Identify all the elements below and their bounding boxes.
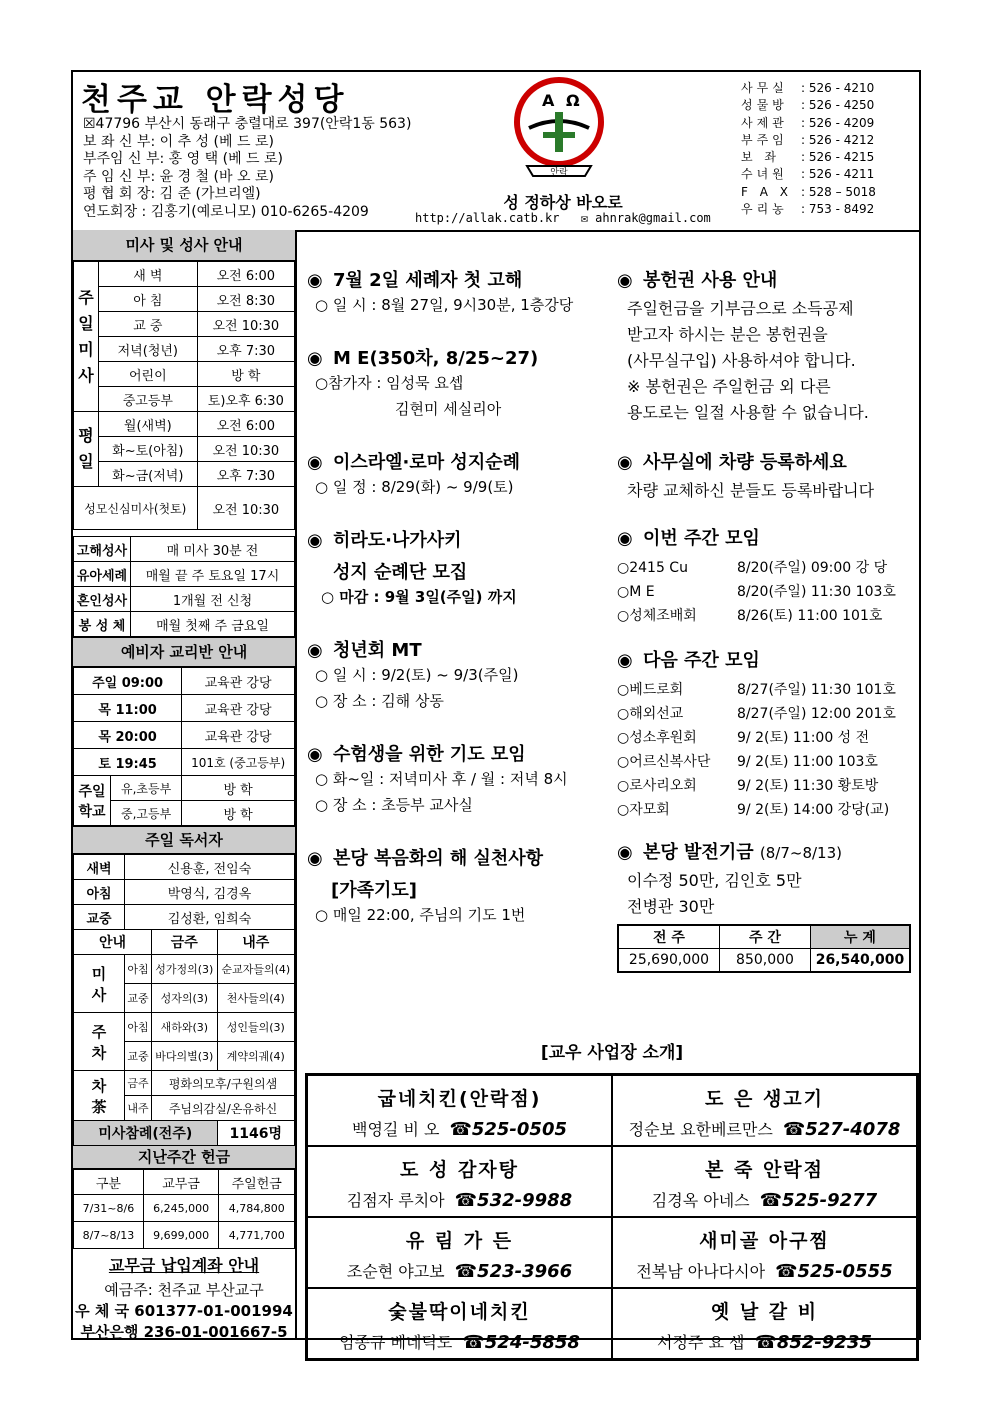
school-dept: 유,초등부 [111, 776, 182, 801]
sacrament-info: 매월 끝 주 토요일 17시 [131, 562, 295, 587]
patron-saint: 성 정하상 바오로 [503, 193, 623, 212]
business-name: 본 죽 안락점 [705, 1159, 824, 1181]
bullet-icon: ◉ [617, 452, 633, 473]
business-owner: 김점자 루치아 [346, 1191, 445, 1210]
phone-row: 성물방 : 526 - 4250 [741, 98, 875, 113]
business-card [612, 1288, 917, 1359]
catechumen-title: 예비자 교리반 안내 [73, 637, 295, 667]
school-dept: 중,고등부 [111, 801, 182, 826]
business-owner: 백영길 비 오 [351, 1120, 440, 1139]
notice-title: 본당 발전기금 [643, 842, 754, 863]
mass-time: 방 학 [197, 362, 294, 387]
mass-time: 오전 10:30 [197, 487, 294, 530]
group-name: ○자모회 [617, 802, 670, 818]
sunday-mass-table [73, 261, 295, 530]
business-card [612, 1217, 917, 1288]
notice [307, 526, 607, 610]
class-place: 101호 (중고등부) [182, 749, 295, 776]
class-time: 목 20:00 [74, 722, 182, 749]
notice-title: M E(350차, 8/25~27) [333, 348, 539, 369]
weekday-label: 평 일 [74, 412, 99, 487]
left-column [73, 230, 297, 1341]
mass-name: 중고등부 [99, 387, 198, 412]
notice-line: ○ 장 소 : 김해 상동 [315, 692, 444, 710]
svg-text:Ω: Ω [566, 91, 580, 110]
group-label: 미 사 [74, 955, 125, 1013]
class-place: 교육관 강당 [182, 722, 295, 749]
notice-line: 김현미 세실리아 [395, 400, 502, 418]
staff-line: 연도회장 : 김홍기(예로니모) 010-6265-4209 [83, 203, 369, 220]
business-owner: 전복남 아나다시아 [636, 1262, 766, 1281]
group-label: 차 茶 [74, 1071, 125, 1121]
svg-text:A: A [542, 91, 555, 110]
group-name: 천사들의(4) [217, 984, 294, 1013]
bullet-icon: ◉ [617, 650, 633, 671]
readers-title: 주일 독서자 [73, 826, 295, 854]
notice [307, 448, 607, 500]
group-name: ○베드로회 [617, 682, 684, 698]
notice-title: 사무실에 차량 등록하세요 [643, 452, 847, 473]
group-label: 주 차 [74, 1013, 125, 1071]
business-name: 새미골 아구찜 [699, 1230, 830, 1252]
business-phone: ☎525-0555 [775, 1261, 893, 1282]
group-name: 평화의모후/구원의샘 [152, 1071, 295, 1096]
group-name: ○해외선교 [617, 706, 684, 722]
account-number: 우 체 국 601377-01-001994 [75, 1302, 293, 1320]
notice-voucher [617, 266, 917, 426]
phone-row: 수녀원 : 526 - 4211 [741, 167, 875, 182]
notice-car [617, 448, 917, 504]
header [73, 72, 919, 232]
mass-name: 아 침 [99, 287, 198, 312]
col-head: 구분 [74, 1170, 144, 1195]
col-head: 주 간 [720, 925, 811, 949]
notice-line: ○ 장 소 : 초등부 교사실 [315, 796, 473, 814]
mass-name: 화~금(저녁) [99, 462, 198, 487]
staff-line: 주 임 신 부: 윤 경 철 (바 오 로) [83, 168, 274, 185]
next-week-meetings [617, 646, 917, 822]
mass-name: 저녁(청년) [99, 337, 198, 362]
bullet-icon: ◉ [307, 530, 323, 551]
class-time: 토 19:45 [74, 749, 182, 776]
notice [307, 740, 607, 818]
business-phone: ☎525-0505 [449, 1119, 567, 1140]
business-name: 도 성 감자탕 [400, 1159, 519, 1181]
group-name: 순교자들의(4) [217, 955, 294, 984]
group-name: 주님의감실/온유하신 [152, 1096, 295, 1121]
contact-links [415, 211, 725, 225]
group-name: ○어르신복사단 [617, 754, 711, 770]
mass-time: 오후 7:30 [197, 337, 294, 362]
development-fund [617, 838, 917, 973]
attendance-label: 미사참례(전주) [74, 1121, 218, 1146]
amount: 4,784,800 [219, 1195, 295, 1222]
mass-name: 새 벽 [99, 262, 198, 287]
readers-table [73, 854, 295, 1146]
notice-line: ○ 일 시 : 9/2(토) ~ 9/3(주일) [315, 666, 519, 684]
business-card [307, 1217, 612, 1288]
mass-name: 교 중 [99, 312, 198, 337]
phone-row: 사제관 : 526 - 4209 [741, 115, 875, 130]
notice-line: ○참가자 : 임성묵 요셉 [315, 374, 464, 392]
reader-names: 신용훈, 전임숙 [125, 855, 295, 880]
notice-line: ※ 봉헌권은 주일헌금 외 다른 [627, 377, 831, 396]
business-phone: ☎524-5858 [462, 1332, 580, 1353]
sacrament-name: 혼인성사 [74, 587, 131, 612]
offering-table [73, 1169, 295, 1249]
mass-title: 미사 및 성사 안내 [73, 230, 295, 261]
first-sat-mass: 성모신심미사(첫토) [74, 487, 198, 530]
slot: 내주 [125, 1096, 152, 1121]
account-number: 부산은행 236-01-001667-5 [80, 1323, 288, 1341]
meeting-time: 8/27(주일) 12:00 201호 [737, 706, 896, 722]
mass-name: 어린이 [99, 362, 198, 387]
bullet-icon: ◉ [307, 848, 323, 869]
staff-line: 보 좌 신 부: 이 추 성 (베 드 로) [83, 133, 274, 150]
col-head: 안내 [74, 930, 152, 955]
business-owner: 정순보 요한베르만스 [628, 1120, 773, 1139]
slot: 교중 [125, 1042, 152, 1071]
offering-title: 지난주간 헌금 [73, 1146, 295, 1169]
notice-title: 봉헌권 사용 안내 [643, 270, 778, 291]
business-title: [교우 사업장 소개] [540, 1043, 684, 1063]
church-logo-icon [509, 76, 609, 186]
col-head: 교무금 [143, 1170, 219, 1195]
class-place: 교육관 강당 [182, 695, 295, 722]
bullet-icon: ◉ [307, 270, 323, 291]
group-name: ○성체조배회 [617, 608, 697, 624]
sacrament-info: 매 미사 30분 전 [131, 537, 295, 562]
notice-title: 청년회 MT [333, 640, 422, 661]
notice-line: 차량 교체하신 분들도 등록바랍니다 [627, 481, 875, 500]
business-phone: ☎852-9235 [754, 1332, 872, 1353]
mass-time: 오전 6:00 [197, 262, 294, 287]
donor-line: 이수정 50만, 김인호 5만 [627, 871, 802, 890]
phone-row: 부주임 : 526 - 4212 [741, 132, 875, 147]
mass-time: 오후 7:30 [197, 462, 294, 487]
group-name: ○성소후원회 [617, 730, 697, 746]
attendance-count: 1146명 [217, 1121, 294, 1146]
group-name: 새하와(3) [152, 1013, 218, 1042]
sacrament-info: 1개월 전 신청 [131, 587, 295, 612]
school-label: 주일 학교 [74, 776, 111, 826]
mass-time: 오전 6:00 [197, 412, 294, 437]
group-name: 성자의(3) [152, 984, 218, 1013]
notice-line: ○ 일 시 : 8월 27일, 9시30분, 1층강당 [315, 296, 574, 314]
notice-title: 성지 순례단 모집 [333, 562, 468, 583]
sacrament-table [73, 536, 295, 637]
notice-line: 받고자 하시는 분은 봉헌권을 [627, 325, 828, 344]
phone-row: 사무실 : 526 - 4210 [741, 81, 875, 95]
logo-text: 안락 [550, 168, 568, 178]
notice [307, 636, 607, 714]
group-name: ○M E [617, 584, 655, 600]
account-title: 교무금 납입계좌 안내 [108, 1256, 260, 1275]
phone-row: 우리농 : 753 - 8492 [741, 202, 875, 217]
notice-title: 다음 주간 모임 [643, 650, 760, 671]
group-name: 성인들의(3) [217, 1013, 294, 1042]
notice-title: 본당 복음화의 해 실천사항 [333, 848, 544, 869]
col-head: 누 계 [811, 925, 911, 949]
business-phone: ☎523-3966 [454, 1261, 573, 1282]
col-head: 전 주 [618, 925, 720, 949]
col-head: 주일헌금 [219, 1170, 295, 1195]
group-name: ○로사리오회 [617, 778, 697, 794]
notice-title: 수험생을 위한 기도 모임 [333, 744, 526, 765]
mass-time: 오전 10:30 [197, 437, 294, 462]
business-name: 숯불딱이네치킨 [388, 1301, 531, 1323]
middle-column [307, 230, 607, 928]
business-grid [305, 1073, 919, 1361]
staff-line: 부주임 신 부: 홍 영 택 (베 드 로) [83, 151, 284, 167]
business-card [307, 1146, 612, 1217]
slot: 아침 [125, 1013, 152, 1042]
notice-line: ○ 매일 22:00, 주님의 기도 1번 [315, 906, 526, 924]
bullet-icon: ◉ [617, 528, 633, 549]
notice-line: ○ 화~일 : 저녁미사 후 / 월 : 저녁 8시 [315, 770, 568, 788]
email-link[interactable]: ✉ ahnrak@gmail.com [580, 211, 711, 225]
mass-name: 월(새벽) [99, 412, 198, 437]
notice-title: 히라도·나가사키 [333, 530, 462, 551]
bullet-icon: ◉ [617, 842, 633, 863]
notice [307, 844, 607, 928]
church-name: 천주교 안락성당 [81, 82, 350, 118]
notice-title: 이스라엘·로마 성지순례 [333, 452, 520, 473]
notice-title: 7월 2일 세례자 첫 고해 [333, 270, 523, 291]
business-phone: ☎525-9277 [759, 1190, 878, 1211]
reader-names: 김성환, 임희숙 [125, 905, 295, 930]
period: 7/31~8/6 [74, 1195, 144, 1222]
bulletin-frame [71, 70, 921, 1353]
amount: 6,245,000 [143, 1195, 219, 1222]
sacrament-name: 유아세례 [74, 562, 131, 587]
slot: 아침 [125, 955, 152, 984]
website-link[interactable]: http://allak.catb.kr [415, 211, 560, 225]
account-holder: 예금주: 천주교 부산교구 [104, 1281, 264, 1299]
bullet-icon: ◉ [307, 452, 323, 473]
col-head: 금주 [152, 930, 218, 955]
school-status: 방 학 [182, 776, 295, 801]
class-place: 교육관 강당 [182, 668, 295, 695]
business-card [612, 1075, 917, 1146]
business-owner: 조순현 야고보 [346, 1262, 445, 1281]
meeting-time: 9/ 2(토) 11:00 성 전 [737, 730, 870, 746]
phone-row: 보 좌 : 526 - 4215 [741, 150, 875, 165]
amount: 4,771,700 [219, 1222, 295, 1249]
sacrament-name: 봉 성 체 [74, 612, 131, 637]
donor-line: 전병관 30만 [627, 897, 715, 916]
right-column [617, 230, 917, 973]
reader-names: 박영식, 김경옥 [125, 880, 295, 905]
notice-title: [가족기도] [331, 880, 418, 901]
meeting-time: 9/ 2(토) 11:30 황토방 [737, 778, 879, 794]
notice-line: 용도로는 일절 사용할 수 없습니다. [627, 403, 869, 422]
this-week-meetings [617, 524, 917, 628]
business-owner: 임종규 베네딕도 [339, 1333, 453, 1352]
fund-period: (8/7~8/13) [759, 844, 842, 862]
meeting-time: 8/27(주일) 11:30 101호 [737, 682, 896, 698]
period: 8/7~8/13 [74, 1222, 144, 1249]
meeting-time: 8/26(토) 11:00 101호 [737, 608, 883, 624]
business-name: 유 림 가 든 [405, 1230, 514, 1252]
notice-line: 주일헌금을 기부금으로 소득공제 [627, 299, 854, 318]
bullet-icon: ◉ [307, 640, 323, 661]
staff-line: 평 협 회 장: 김 준 (가브리엘) [83, 186, 261, 202]
business-owner: 서정주 요 셉 [656, 1333, 745, 1352]
business-card [307, 1075, 612, 1146]
group-name: 성가정의(3) [152, 955, 218, 984]
business-card [307, 1288, 612, 1359]
sunday-label: 주 일 미 사 [74, 262, 99, 412]
fund-total: 26,540,000 [811, 949, 911, 973]
notice-line: ○ 일 정 : 8/29(화) ~ 9/9(토) [315, 478, 514, 496]
business-section [305, 1038, 919, 1361]
business-name: 옛 날 갈 비 [710, 1301, 819, 1323]
mass-slot: 아침 [74, 880, 125, 905]
school-status: 방 학 [182, 801, 295, 826]
business-name: 도 은 생고기 [705, 1088, 824, 1110]
business-phone: ☎532-9988 [454, 1190, 573, 1211]
bullet-icon: ◉ [307, 348, 323, 369]
address: ☒47796 부산시 동래구 충렬대로 397(안락1동 563) [83, 116, 412, 132]
class-time: 주일 09:00 [74, 668, 182, 695]
amount: 9,699,000 [143, 1222, 219, 1249]
notice-line: ○ 마감 : 9월 3일(주일) 까지 [321, 588, 517, 606]
fund-amount: 850,000 [720, 949, 811, 973]
account-info [73, 1280, 295, 1343]
address-block [83, 116, 411, 221]
sacrament-name: 고해성사 [74, 537, 131, 562]
business-owner: 김경옥 아네스 [651, 1191, 750, 1210]
notice [307, 344, 607, 422]
group-name: ○2415 Cu [617, 560, 688, 576]
business-name: 굽네치킨(안락점) [377, 1088, 542, 1110]
group-name: 계약의궤(4) [217, 1042, 294, 1071]
col-head: 내주 [217, 930, 294, 955]
bullet-icon: ◉ [307, 744, 323, 765]
class-time: 목 11:00 [74, 695, 182, 722]
meeting-time: 8/20(주일) 09:00 강 당 [737, 560, 888, 576]
meeting-time: 9/ 2(토) 14:00 강당(교) [737, 802, 890, 818]
notice [307, 266, 607, 318]
mass-time: 토)오후 6:30 [197, 387, 294, 412]
fund-table [617, 924, 911, 973]
business-phone: ☎527-4078 [782, 1119, 901, 1140]
sacrament-info: 매월 첫째 주 금요일 [131, 612, 295, 637]
mass-time: 오전 10:30 [197, 312, 294, 337]
phone-row: F A X : 528 – 5018 [741, 184, 876, 199]
slot: 금주 [125, 1071, 152, 1096]
slot: 교중 [125, 984, 152, 1013]
catechumen-table [73, 667, 295, 826]
business-card [612, 1146, 917, 1217]
mass-slot: 교중 [74, 905, 125, 930]
fund-amount: 25,690,000 [618, 949, 720, 973]
meeting-time: 9/ 2(토) 11:00 103호 [737, 754, 878, 770]
mass-slot: 새벽 [74, 855, 125, 880]
notice-line: (사무실구입) 사용하셔야 합니다. [627, 351, 856, 370]
bullet-icon: ◉ [617, 270, 633, 291]
group-name: 바다의별(3) [152, 1042, 218, 1071]
mass-name: 화~토(아침) [99, 437, 198, 462]
meeting-time: 8/20(주일) 11:30 103호 [737, 584, 896, 600]
phone-list [741, 80, 876, 218]
mass-time: 오전 8:30 [197, 287, 294, 312]
notice-title: 이번 주간 모임 [643, 528, 760, 549]
